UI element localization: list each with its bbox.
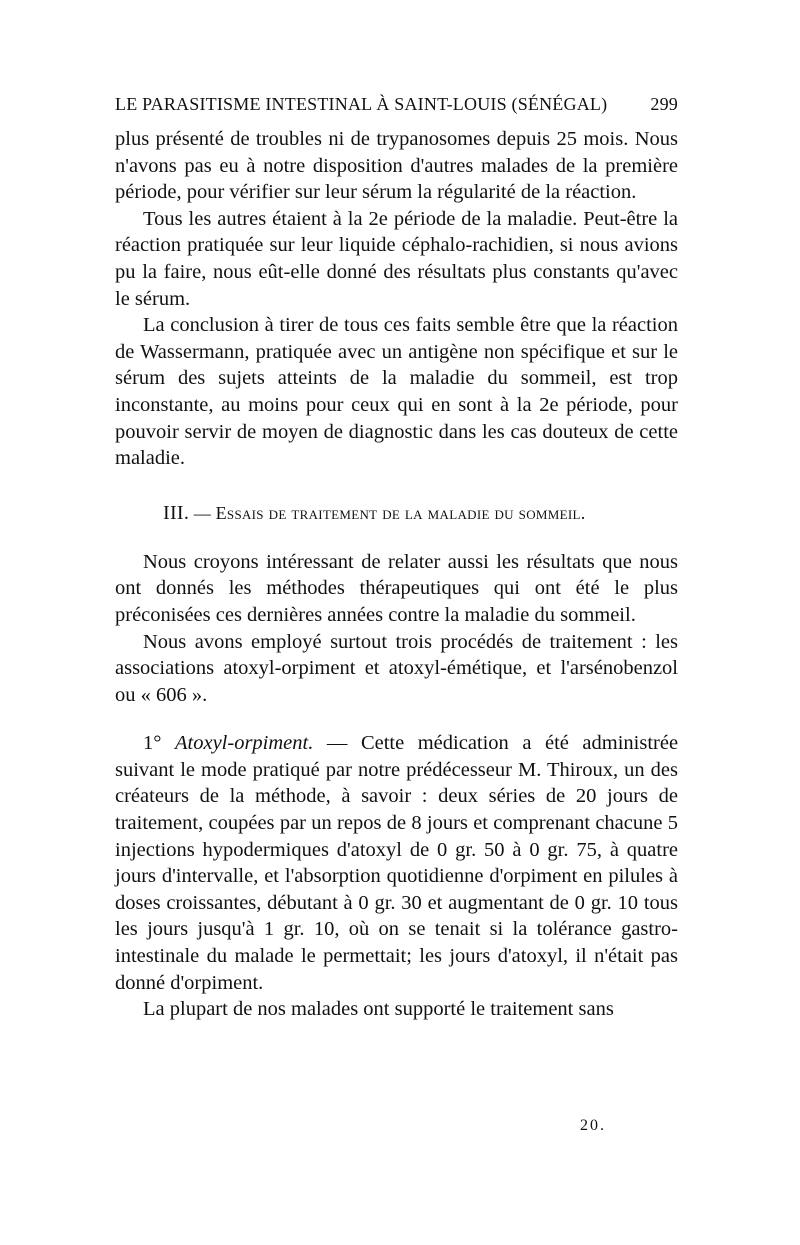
section-heading xyxy=(115,500,678,527)
subsection-text: Cette médication a été administrée suivant le mode pratiqué par notre prédécesseur M. Thiroux, un des créateurs de la méthode, à savoir : deux séries de 20 jours de traitement, coupées par un repos de 8 jours et comprenant chacune 5 injections hypodermiques d'atoxyl de 0 gr. 50 à 0 gr. 75, à quatre jours d'intervalle, et l'absorption quotidienne d'orpiment en pilules à doses croissantes, débutant à 0 gr. 30 et augmentant de 0 gr. 10 tous les jours jusqu'à 1 gr. 10, où on se tenait si la tolérance gastro-intestinale du malade le permettait; les jours d'atoxyl, il n'était pas donné d'orpiment. xyxy=(115,732,679,994)
spacer xyxy=(115,708,678,730)
page-number: 299 xyxy=(650,94,678,114)
paragraph-atoxyl-orpiment xyxy=(115,730,678,996)
book-page xyxy=(115,94,678,1023)
running-head xyxy=(115,94,678,124)
section-title: Essais de traitement de la maladie du sommeil. xyxy=(215,502,586,523)
spacer xyxy=(115,472,678,500)
subsection-number: 1° xyxy=(143,732,162,755)
paragraph-second-period: Tous les autres étaient à la 2e période de la maladie. Peut-être la réaction pratiquée sur leur liquide céphalo-rachidien, si nous avions pu la faire, nous eût-elle donné des résultats plus constants qu'avec le sérum. xyxy=(115,207,678,310)
subsection-term: Atoxyl-orpiment. xyxy=(175,732,314,755)
subsection-dash: — xyxy=(326,732,348,755)
section-dash: — xyxy=(193,503,212,523)
paragraph-last: La plupart de nos malades ont supporté le traitement sans xyxy=(143,998,614,1021)
signature-mark: 20. xyxy=(580,1117,606,1134)
paragraph-conclusion: La conclusion à tirer de tous ces faits semble être que la réaction de Wassermann, pratiquée avec un antigène non spécifique et sur le sérum des sujets atteints de la maladie du sommeil, est trop inconstante, au moins pour ceux qui en sont à la 2e période, pour pouvoir servir de moyen de diagnostic dans les cas douteux de cette maladie. xyxy=(115,314,678,470)
paragraph-continued: plus présenté de troubles ni de trypanosomes depuis 25 mois. Nous n'avons pas eu à notre disposition d'autres malades de la première période, pour vérifier sur leur sérum la régularité de la réaction. xyxy=(115,128,678,204)
paragraph-intro-treatments: Nous croyons intéressant de relater aussi les résultats que nous ont donnés les méthodes thérapeutiques qui ont été le plus préconisées ces dernières années contre la maladie du sommeil. xyxy=(115,550,678,626)
section-number: III. xyxy=(163,501,190,524)
paragraph-three-methods: Nous avons employé surtout trois procédés de traitement : les associations atoxyl-orpiment et atoxyl-émétique, et l'arsénobenzol ou « 606 ». xyxy=(115,630,678,706)
running-title: LE PARASITISME INTESTINAL À SAINT-LOUIS (SÉNÉGAL) xyxy=(115,94,608,114)
spacer xyxy=(115,527,678,549)
